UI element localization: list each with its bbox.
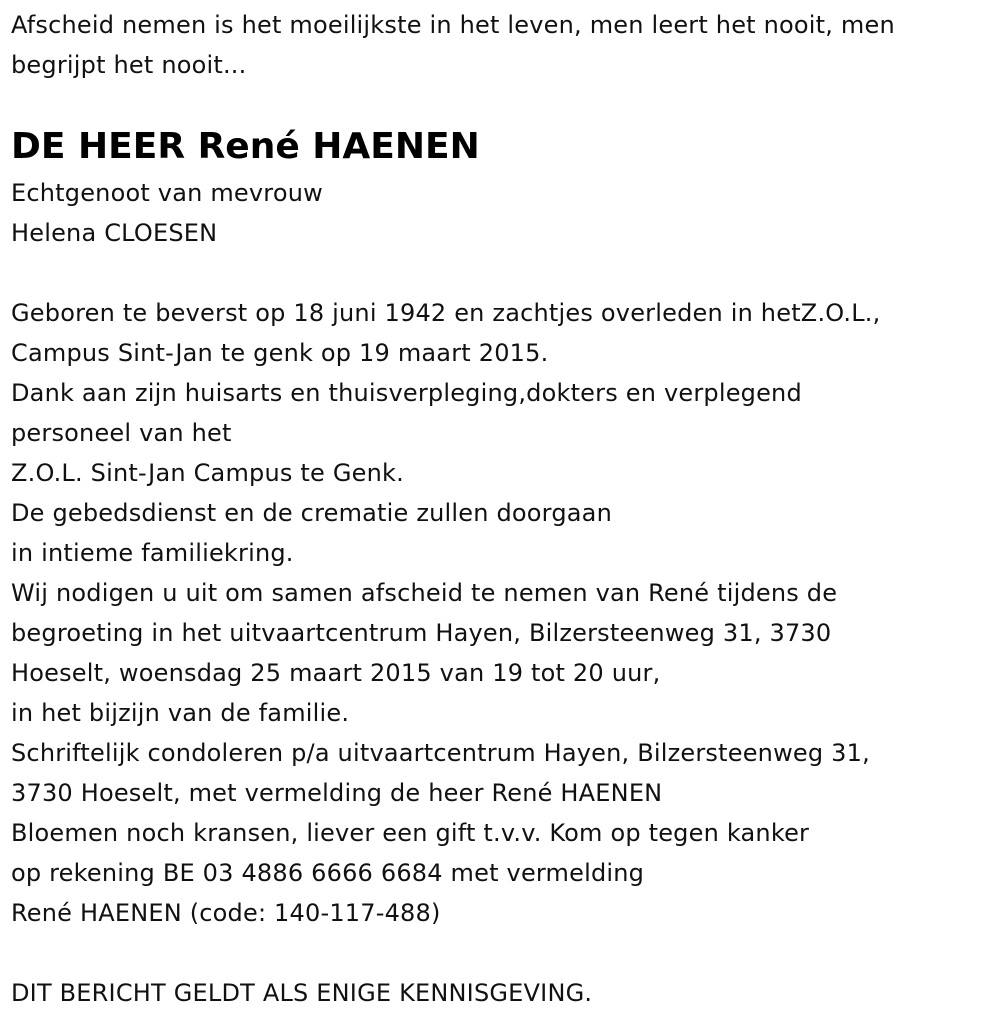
body-line: René HAENEN (code: 140-117-488) (11, 899, 441, 927)
body-line: in intieme familiekring. (11, 539, 294, 567)
notice-statement: DIT BERICHT GELDT ALS ENIGE KENNISGEVING. (11, 979, 593, 1007)
body-line: personeel van het (11, 419, 232, 447)
body-line: Z.O.L. Sint-Jan Campus te Genk. (11, 459, 404, 487)
spouse-line: Helena CLOESEN (11, 219, 218, 247)
intro-line: begrijpt het nooit... (11, 51, 247, 79)
deceased-name-title: DE HEER René HAENEN (11, 126, 480, 167)
body-line: Wij nodigen u uit om samen afscheid te nemen van René tijdens de (11, 579, 838, 607)
intro-line: Afscheid nemen is het moeilijkste in het leven, men leert het nooit, men (11, 11, 895, 39)
body-line: Dank aan zijn huisarts en thuisverpleging,dokters en verplegend (11, 379, 802, 407)
body-line: Hoeselt, woensdag 25 maart 2015 van 19 tot 20 uur, (11, 659, 661, 687)
body-line: Campus Sint-Jan te genk op 19 maart 2015. (11, 339, 549, 367)
spouse-line: Echtgenoot van mevrouw (11, 179, 323, 207)
body-line: De gebedsdienst en de crematie zullen doorgaan (11, 499, 612, 527)
body-line: op rekening BE 03 4886 6666 6684 met vermelding (11, 859, 645, 887)
body-line: 3730 Hoeselt, met vermelding de heer René HAENEN (11, 779, 663, 807)
body-line: Bloemen noch kransen, liever een gift t.v.v. Kom op tegen kanker (11, 819, 810, 847)
body-line: begroeting in het uitvaartcentrum Hayen, Bilzersteenweg 31, 3730 (11, 619, 832, 647)
body-line: in het bijzijn van de familie. (11, 699, 350, 727)
body-line: Schriftelijk condoleren p/a uitvaartcentrum Hayen, Bilzersteenweg 31, (11, 739, 870, 767)
spouse-info (11, 173, 323, 253)
obituary-body (11, 293, 880, 933)
body-line: Geboren te beverst op 18 juni 1942 en zachtjes overleden in hetZ.O.L., (11, 299, 881, 327)
intro-quote (11, 5, 895, 85)
